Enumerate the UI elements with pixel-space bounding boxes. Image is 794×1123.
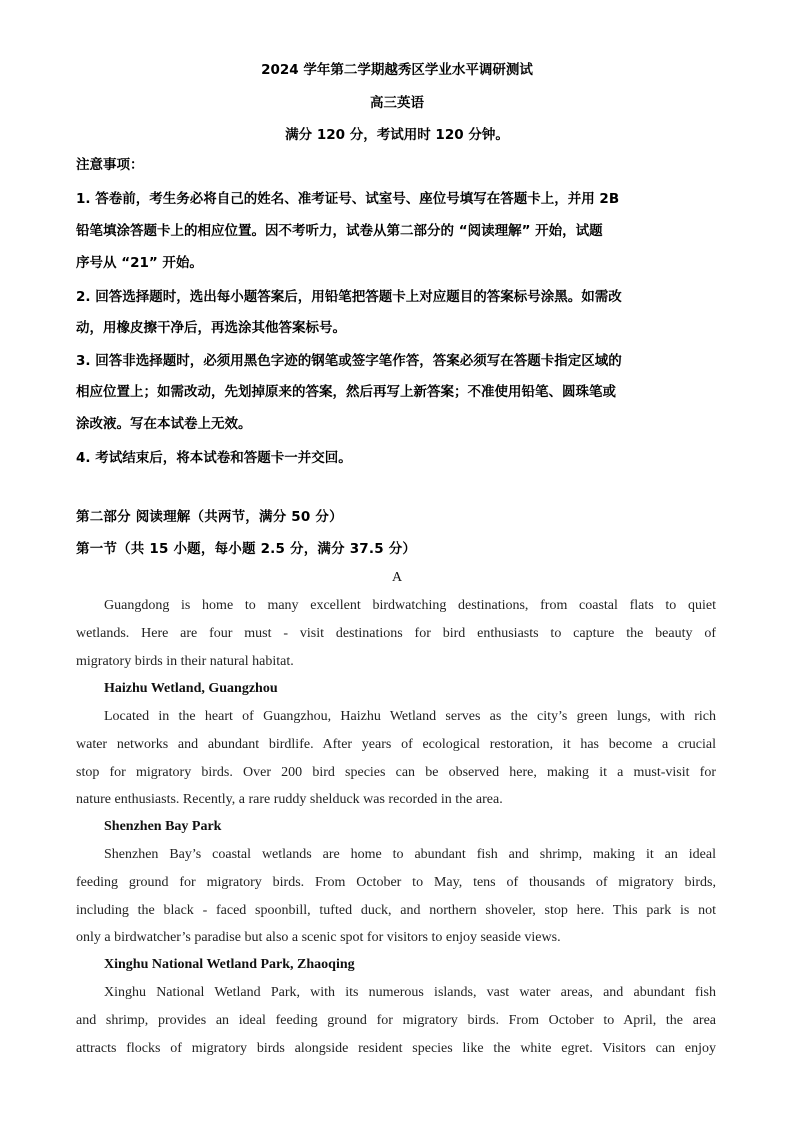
notice-line: 2. 回答选择题时，选出每小题答案后，用铅笔把答题卡上对应题目的答案标号涂黑。如需改 [76, 289, 622, 305]
text-line: Guangdong is home to many excellent birdwatching destinations, from coastal flats to quiet [104, 598, 716, 613]
notice-line: 1. 答卷前，考生务必将自己的姓名、准考证号、试室号、座位号填写在答题卡上，并用 2B [76, 191, 620, 207]
text-line: only a birdwatcher’s paradise but also a scenic spot for visitors to enjoy seaside views. [76, 930, 561, 946]
text-line: nature enthusiasts. Recently, a rare ruddy shelduck was recorded in the area. [76, 792, 503, 808]
exam-title: 2024 学年第二学期越秀区学业水平调研测试 [261, 62, 533, 78]
notice-line: 动，用橡皮擦干净后，再选涂其他答案标号。 [76, 320, 346, 336]
item-paragraph [76, 703, 716, 814]
text-line: Shenzhen Bay’s coastal wetlands are home to abundant fish and shrimp, making it an ideal [104, 847, 716, 862]
text-line: including the black - faced spoonbill, tufted duck, and northern shoveler, stop here. This park is not [76, 902, 716, 918]
text-line: Xinghu National Wetland Park, with its numerous islands, vast water areas, and abundant fish [104, 985, 716, 1000]
item-paragraph [76, 841, 716, 952]
text-line: wetlands. Here are four must - visit destinations for bird enthusiasts to capture the beauty of [76, 625, 716, 641]
text-line: migratory birds in their natural habitat. [76, 653, 294, 669]
passage-intro [76, 592, 716, 675]
passage-letter: A [391, 570, 403, 585]
notice-line: 铅笔填涂答题卡上的相应位置。因不考听力，试卷从第二部分的 “阅读理解” 开始，试题 [76, 223, 603, 239]
notice-line: 涂改液。写在本试卷上无效。 [76, 416, 252, 432]
notice-line: 4. 考试结束后，将本试卷和答题卡一并交回。 [76, 450, 352, 466]
score-time-note: 满分 120 分，考试用时 120 分钟。 [285, 127, 509, 143]
text-line: stop for migratory birds. Over 200 bird species can be observed here, making it a must-visit for [76, 764, 716, 780]
text-line: and shrimp, provides an ideal feeding ground for migratory birds. From October to April, the area [76, 1012, 716, 1028]
item-heading: Haizhu Wetland, Guangzhou [104, 681, 278, 696]
text-line: water networks and abundant birdlife. After years of ecological restoration, it has become a crucial [76, 736, 716, 752]
item-paragraph [76, 979, 716, 1062]
notice-title: 注意事项： [76, 157, 144, 173]
section-title: 第一节（共 15 小题，每小题 2.5 分，满分 37.5 分） [76, 541, 417, 557]
notice-line: 序号从 “21” 开始。 [76, 255, 203, 271]
part-title: 第二部分 阅读理解（共两节，满分 50 分） [76, 509, 343, 525]
item-heading: Xinghu National Wetland Park, Zhaoqing [104, 957, 355, 972]
text-line: attracts flocks of migratory birds alongside resident species like the white egret. Visitors can enjoy [76, 1040, 716, 1056]
notice-line: 相应位置上；如需改动，先划掉原来的答案，然后再写上新答案；不准使用铅笔、圆珠笔或 [76, 384, 616, 400]
notice-line: 3. 回答非选择题时，必须用黑色字迹的钢笔或签字笔作答，答案必须写在答题卡指定区域的 [76, 353, 622, 369]
text-line: feeding ground for migratory birds. From October to May, tens of thousands of migratory birds, [76, 874, 716, 890]
text-line: Located in the heart of Guangzhou, Haizhu Wetland serves as the city’s green lungs, with rich [104, 709, 716, 724]
item-heading: Shenzhen Bay Park [104, 819, 222, 834]
subject-title: 高三英语 [370, 95, 424, 111]
